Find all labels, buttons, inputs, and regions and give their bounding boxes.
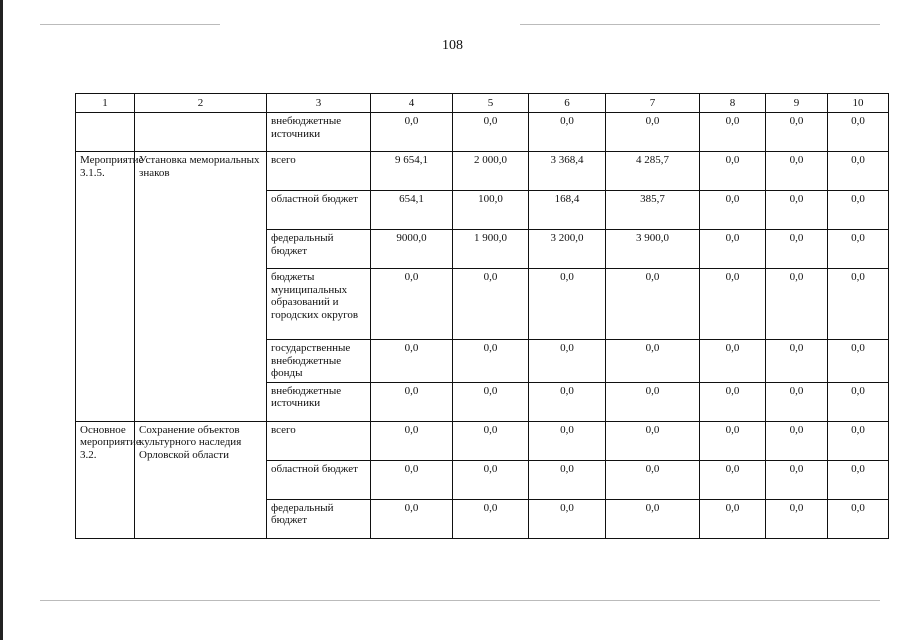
funding-source-cell: всего	[267, 421, 371, 460]
value-cell: 100,0	[453, 191, 529, 230]
funding-source-cell: бюджеты муниципальных образований и городских округов	[267, 269, 371, 340]
value-cell: 0,0	[766, 113, 828, 152]
value-cell: 0,0	[700, 152, 766, 191]
value-cell: 0,0	[453, 340, 529, 383]
value-cell: 0,0	[766, 230, 828, 269]
value-cell: 0,0	[766, 460, 828, 499]
value-cell: 0,0	[453, 113, 529, 152]
value-cell: 0,0	[529, 113, 606, 152]
value-cell: 0,0	[766, 152, 828, 191]
value-cell: 0,0	[529, 340, 606, 383]
value-cell: 0,0	[529, 499, 606, 538]
value-cell: 9000,0	[371, 230, 453, 269]
value-cell: 0,0	[700, 230, 766, 269]
value-cell: 4 285,7	[606, 152, 700, 191]
value-cell: 0,0	[700, 340, 766, 383]
value-cell: 0,0	[606, 113, 700, 152]
value-cell: 0,0	[529, 421, 606, 460]
value-cell: 168,4	[529, 191, 606, 230]
col-header: 2	[135, 94, 267, 113]
value-cell: 9 654,1	[371, 152, 453, 191]
value-cell: 0,0	[606, 421, 700, 460]
measure-cell	[76, 113, 135, 152]
col-header: 4	[371, 94, 453, 113]
value-cell: 0,0	[828, 382, 889, 421]
funding-source-cell: внебюджетные источники	[267, 113, 371, 152]
value-cell: 0,0	[700, 191, 766, 230]
value-cell: 654,1	[371, 191, 453, 230]
col-header: 10	[828, 94, 889, 113]
value-cell: 0,0	[700, 269, 766, 340]
value-cell: 0,0	[453, 421, 529, 460]
value-cell: 1 900,0	[453, 230, 529, 269]
value-cell: 0,0	[453, 499, 529, 538]
funding-source-cell: федеральный бюджет	[267, 230, 371, 269]
value-cell: 0,0	[606, 460, 700, 499]
scan-noise	[520, 24, 880, 25]
table-row	[76, 113, 889, 152]
col-header: 1	[76, 94, 135, 113]
value-cell: 3 368,4	[529, 152, 606, 191]
value-cell: 0,0	[828, 460, 889, 499]
value-cell: 0,0	[828, 230, 889, 269]
value-cell: 0,0	[700, 382, 766, 421]
value-cell: 3 200,0	[529, 230, 606, 269]
value-cell: 0,0	[700, 421, 766, 460]
col-header: 3	[267, 94, 371, 113]
measure-name-cell: Установка мемориальных знаков	[135, 152, 267, 422]
value-cell: 2 000,0	[453, 152, 529, 191]
funding-source-cell: областной бюджет	[267, 191, 371, 230]
value-cell: 0,0	[828, 499, 889, 538]
value-cell: 0,0	[529, 460, 606, 499]
funding-source-cell: областной бюджет	[267, 460, 371, 499]
funding-source-cell: внебюджетные источники	[267, 382, 371, 421]
value-cell: 0,0	[371, 340, 453, 383]
value-cell: 3 900,0	[606, 230, 700, 269]
col-header: 5	[453, 94, 529, 113]
value-cell: 0,0	[453, 460, 529, 499]
value-cell: 0,0	[766, 499, 828, 538]
value-cell: 0,0	[828, 191, 889, 230]
table-row	[76, 421, 889, 460]
value-cell: 0,0	[828, 340, 889, 383]
value-cell: 0,0	[828, 421, 889, 460]
col-header: 9	[766, 94, 828, 113]
value-cell: 0,0	[529, 269, 606, 340]
value-cell: 0,0	[828, 152, 889, 191]
page-number: 108	[442, 38, 463, 53]
value-cell: 0,0	[371, 269, 453, 340]
funding-source-cell: федеральный бюджет	[267, 499, 371, 538]
value-cell: 0,0	[371, 460, 453, 499]
value-cell: 0,0	[371, 113, 453, 152]
value-cell: 0,0	[766, 191, 828, 230]
value-cell: 0,0	[700, 499, 766, 538]
value-cell: 0,0	[766, 421, 828, 460]
value-cell: 0,0	[606, 340, 700, 383]
measure-name-cell	[135, 113, 267, 152]
measure-cell: Мероприятие 3.1.5.	[76, 152, 135, 422]
value-cell: 0,0	[766, 382, 828, 421]
table-row	[76, 152, 889, 191]
funding-source-cell: всего	[267, 152, 371, 191]
value-cell: 385,7	[606, 191, 700, 230]
value-cell: 0,0	[371, 421, 453, 460]
value-cell: 0,0	[529, 382, 606, 421]
funding-source-cell: государственные внебюджетные фонды	[267, 340, 371, 383]
measure-cell: Основное мероприятие 3.2.	[76, 421, 135, 538]
scan-left-edge	[0, 0, 3, 640]
measure-name-cell: Сохранение объектов культурного наследия Орловской области	[135, 421, 267, 538]
budget-table	[75, 93, 889, 539]
col-header: 7	[606, 94, 700, 113]
value-cell: 0,0	[766, 269, 828, 340]
scan-noise	[40, 24, 220, 25]
value-cell: 0,0	[371, 499, 453, 538]
value-cell: 0,0	[606, 499, 700, 538]
value-cell: 0,0	[606, 382, 700, 421]
col-header: 8	[700, 94, 766, 113]
value-cell: 0,0	[453, 269, 529, 340]
value-cell: 0,0	[371, 382, 453, 421]
value-cell: 0,0	[606, 269, 700, 340]
value-cell: 0,0	[700, 113, 766, 152]
header-row	[76, 94, 889, 113]
value-cell: 0,0	[828, 269, 889, 340]
value-cell: 0,0	[700, 460, 766, 499]
value-cell: 0,0	[828, 113, 889, 152]
col-header: 6	[529, 94, 606, 113]
value-cell: 0,0	[766, 340, 828, 383]
value-cell: 0,0	[453, 382, 529, 421]
scan-noise	[40, 600, 880, 601]
